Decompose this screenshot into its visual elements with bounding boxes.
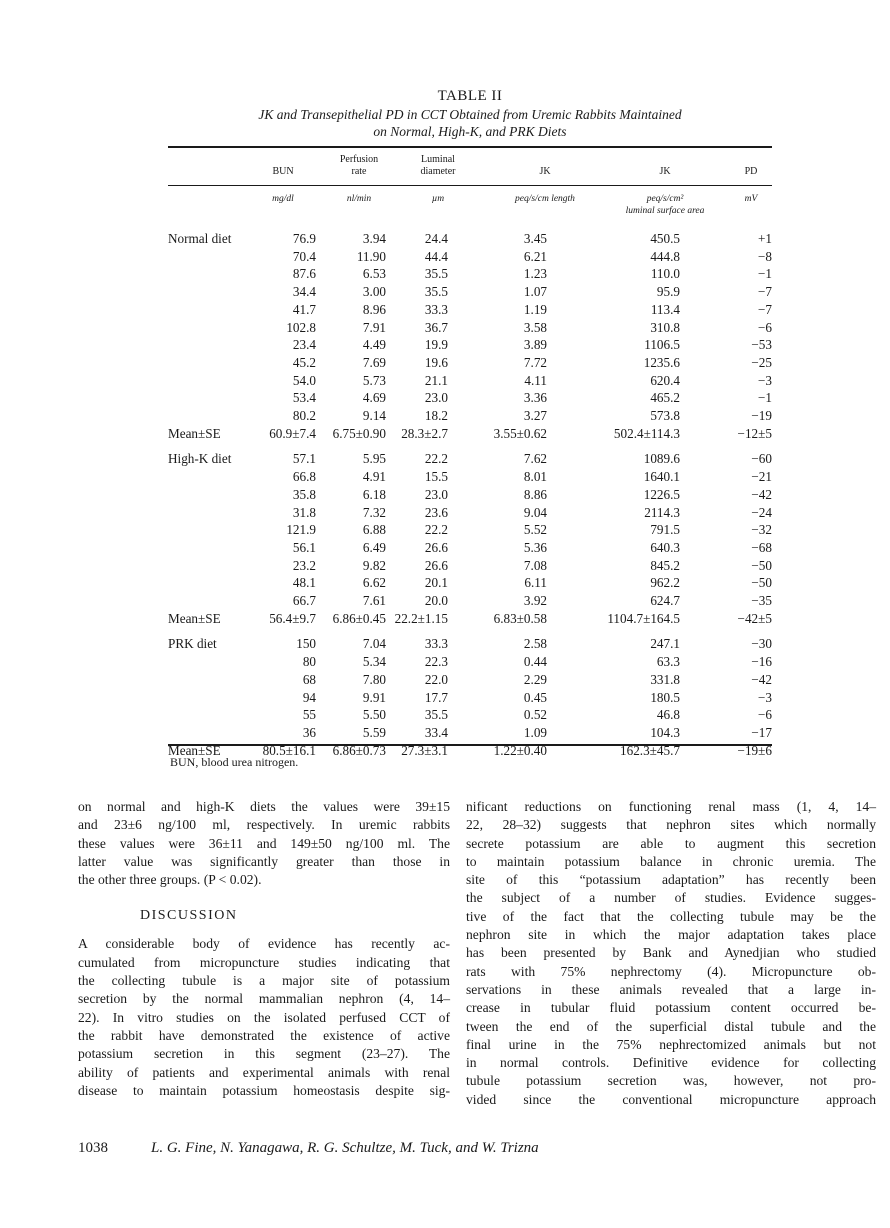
table-cell: 35.5 [424,707,448,723]
table-cell: 66.7 [292,593,316,609]
table-cell: 5.34 [362,654,386,670]
table-cell: 19.9 [424,337,448,353]
table-row [168,372,772,390]
table-cell: 7.08 [523,557,547,573]
table-cell: 95.9 [656,284,680,300]
table-cell: 33.3 [424,636,448,652]
table-cell: −7 [757,284,772,300]
table-title-line1: JK and Transepithelial PD in CCT Obtained from Uremic Rabbits Maintained [258,107,682,122]
table-row [168,407,772,425]
table-cell: 44.4 [424,248,448,264]
table-cell: 6.86±0.45 [332,610,386,626]
data-table [168,230,772,759]
table-cell: −35 [751,593,772,609]
table-cell: 31.8 [292,504,316,520]
table-cell: 27.3±3.1 [401,742,448,758]
col-header-jk-length: JK [539,166,551,177]
table-cell: −3 [757,689,772,705]
text-line: secrete potassium are able to augment this secretion [466,835,876,851]
table-cell: 6.86±0.73 [332,742,386,758]
row-label [168,557,250,575]
table-row [168,635,772,653]
table-cell: 22.2 [424,451,448,467]
row-label: Mean±SE [168,742,221,758]
table-cell: 4.91 [362,469,386,485]
table-cell: 4.49 [362,337,386,353]
table-cell: 6.53 [362,266,386,282]
table-cell: 7.91 [362,319,386,335]
table-cell: 8.86 [523,486,547,502]
table-cell: 1106.5 [644,337,680,353]
table-cell: 624.7 [650,593,680,609]
running-authors: L. G. Fine, N. Yanagawa, R. G. Schultze, M. Tuck, and W. Trizna [151,1140,539,1156]
table-cell: 2.29 [523,671,547,687]
table-cell: 23.0 [424,390,448,406]
row-label [168,671,250,689]
table-cell: 23.6 [424,504,448,520]
table-cell: 57.1 [292,451,316,467]
unit-jk-length: peq/s/cm length [515,194,575,204]
table-row [168,450,772,468]
table-cell: 35.5 [424,266,448,282]
table-cell: 5.73 [362,372,386,388]
table-cell: 9.91 [362,689,386,705]
row-label [168,301,250,319]
table-cell: 150 [296,636,316,652]
table-cell: 0.44 [523,654,547,670]
table-cell: −21 [751,469,772,485]
table-cell: 80.5±16.1 [262,742,316,758]
col-header-luminal-diameter: Luminal diameter [420,154,456,177]
table-cell: 3.27 [523,408,547,424]
table-cell: 60.9±7.4 [269,425,316,441]
table-cell: −42 [751,671,772,687]
table-cell: 22.2±1.15 [394,610,448,626]
table-cell: −25 [751,354,772,370]
table-cell: 35.5 [424,284,448,300]
table-cell: 9.14 [362,408,386,424]
table-cell: 23.0 [424,486,448,502]
table-cell: −1 [757,266,772,282]
table-cell: 80.2 [292,408,316,424]
table-cell: 1640.1 [643,469,680,485]
mean-row [168,425,772,443]
table-cell: 68 [302,671,316,687]
table-cell: 28.3±2.7 [401,425,448,441]
table-cell: 121.9 [286,522,316,538]
table-row [168,248,772,266]
text-line: on normal and high-K diets the values were 39±15 [78,799,450,814]
table-cell: 162.3±45.7 [620,742,680,758]
text-line: nephron site in which the major adaptation takes place [466,927,876,943]
col-header-pd: PD [744,166,758,177]
table-row [168,301,772,319]
table-cell: 22.2 [424,522,448,538]
text-line: crease in tubular fluid potassium content occurred be- [466,1000,876,1016]
table-cell: 23.2 [292,557,316,573]
table-cell: 24.4 [424,231,448,246]
row-label [168,372,250,390]
table-header-rule [168,185,772,186]
row-label [168,248,250,266]
unit-bun: mg/dl [272,194,294,204]
row-label [168,389,250,407]
table-top-rule [168,146,772,148]
table-cell: −60 [751,451,772,467]
table-cell: 6.11 [524,575,547,591]
text-line: A considerable body of evidence has recently ac- [78,936,450,952]
table-row [168,653,772,671]
table-cell: 94 [302,689,316,705]
table-row [168,265,772,283]
text-line: potassium secretion in this segment (23–27). The [78,1046,450,1062]
table-row [168,354,772,372]
table-cell: 26.6 [424,557,448,573]
table-cell: 63.3 [656,654,680,670]
table-cell: 3.89 [523,337,547,353]
table-cell: 22.0 [424,671,448,687]
table-cell: 1226.5 [643,486,680,502]
page-footer [78,1140,539,1157]
table-row [168,557,772,575]
table-cell: 7.72 [523,354,547,370]
table-cell: −19 [751,408,772,424]
table-row [168,521,772,539]
table-cell: 444.8 [650,248,680,264]
section-heading-discussion: DISCUSSION [140,908,238,924]
table-cell: 7.80 [362,671,386,687]
table-cell: 1.22±0.40 [493,742,547,758]
table-cell: 310.8 [650,319,680,335]
table-cell: 1104.7±164.5 [607,610,680,626]
table-cell: −53 [751,337,772,353]
table-cell: 1089.6 [643,451,680,467]
table-cell: 1.19 [523,301,547,317]
text-line: in normal controls. Definitive evidence for collecting [466,1055,876,1071]
table-cell: 3.36 [523,390,547,406]
table-cell: 180.5 [650,689,680,705]
table-cell: 7.04 [362,636,386,652]
row-label [168,706,250,724]
mean-row [168,610,772,628]
table-row [168,486,772,504]
table-cell: 33.3 [424,301,448,317]
table-cell: 640.3 [650,539,680,555]
table-cell: 573.8 [650,408,680,424]
table-cell: 45.2 [292,354,316,370]
row-label [168,574,250,592]
text-line: the collecting tubule is a major site of potassium [78,973,450,989]
table-cell: −12±5 [737,425,772,441]
table-cell: 5.50 [362,707,386,723]
table-cell: 1.09 [523,724,547,740]
row-label: Normal diet [168,231,232,246]
text-line: final urine in the 75% nephrectomized animals but not [466,1036,876,1052]
table-cell: 2114.3 [644,504,680,520]
table-cell: 113.4 [650,301,680,317]
table-cell: 7.32 [362,504,386,520]
row-label: Mean±SE [168,425,221,441]
table-cell: −6 [757,707,772,723]
text-line: tween the end of the superficial distal tubule and the [466,1018,876,1034]
table-title-line2: on Normal, High-K, and PRK Diets [373,124,567,139]
table-row [168,468,772,486]
table-cell: 87.6 [292,266,316,282]
text-line: and 23±6 ng/100 ml, respectively. In uremic rabbits [78,817,450,833]
table-cell: 9.04 [523,504,547,520]
table-cell: 33.4 [424,724,448,740]
row-label [168,724,250,742]
table-cell: 962.2 [650,575,680,591]
row-label [168,468,250,486]
table-cell: 110.0 [650,266,680,282]
row-label [168,354,250,372]
row-label [168,336,250,354]
table-cell: −3 [757,372,772,388]
text-line: site of this “potassium adaptation” has recently been [466,872,876,888]
unit-jk-area: peq/s/cm² luminal surface area [625,194,705,216]
text-line: tubule potassium secretion was, however, not pro- [466,1073,876,1089]
page-number: 1038 [78,1140,108,1156]
group-spacer [168,627,772,635]
row-label [168,592,250,610]
table-cell: 3.92 [523,593,547,609]
table-cell: 19.6 [424,354,448,370]
text-line: disease to maintain potassium homeostasis despite sig- [78,1082,450,1098]
row-label [168,486,250,504]
table-cell: 36 [302,724,316,740]
table-cell: 22.3 [424,654,448,670]
text-line: ability of patients and experimental animals with renal [78,1064,450,1080]
table-cell: 3.94 [362,231,386,246]
text-line: 22). In vitro studies on the isolated perfused CCT of [78,1009,450,1025]
table-cell: 35.8 [292,486,316,502]
text-line: the rabbit have demonstrated the existence of active [78,1027,450,1043]
table-row [168,504,772,522]
row-label: PRK diet [168,636,217,652]
text-line: the other three groups. (P < 0.02). [78,872,262,888]
table-cell: 48.1 [292,575,316,591]
table-cell: 6.49 [362,539,386,555]
table-cell: 26.6 [424,539,448,555]
text-line: rats with 75% nephrectomy (4). Micropuncture ob- [466,963,876,979]
table-cell: 1235.6 [643,354,680,370]
table-cell: 3.58 [523,319,547,335]
text-line: tive of the fact that the collecting tubule may be the [466,908,876,924]
table-cell: 6.88 [362,522,386,538]
text-line: these values were 36±11 and 149±50 ng/100 ml. The [78,835,450,851]
table-cell: −30 [751,636,772,652]
col-header-perfusion-rate: Perfusion rate [339,154,379,177]
text-line: the subject of a number of studies. Evidence sugges- [466,890,876,906]
table-cell: −8 [757,248,772,264]
table-row [168,706,772,724]
table-cell: 1.23 [523,266,547,282]
table-row [168,539,772,557]
col-header-jk-area: JK [659,166,671,177]
table-cell: 20.0 [424,593,448,609]
table-cell: 3.55±0.62 [493,425,547,441]
table-cell: 102.8 [286,319,316,335]
table-cell: −17 [751,724,772,740]
table-row [168,283,772,301]
table-cell: 8.96 [362,301,386,317]
table-cell: 80 [302,654,316,670]
row-label [168,653,250,671]
table-cell: 3.45 [523,231,547,246]
table-cell: 3.00 [362,284,386,300]
unit-luminal-diameter: µm [431,194,445,204]
group-spacer [168,442,772,450]
table-cell: 11.90 [356,248,386,264]
table-cell: 6.18 [362,486,386,502]
table-cell: 53.4 [292,390,316,406]
table-cell: 845.2 [650,557,680,573]
table-cell: 5.95 [362,451,386,467]
table-cell: −7 [757,301,772,317]
table-cell: −68 [751,539,772,555]
table-cell: 331.8 [650,671,680,687]
table-cell: −6 [757,319,772,335]
row-label [168,521,250,539]
text-line: latter value was significantly greater than those in [78,853,450,869]
table-cell: 2.58 [523,636,547,652]
table-cell: 5.52 [523,522,547,538]
table-cell: 20.1 [424,575,448,591]
table-row [168,689,772,707]
table-cell: 36.7 [424,319,448,335]
table-cell: 0.52 [523,707,547,723]
text-line: servations in these animals revealed that a large in- [466,981,876,997]
table-cell: 6.75±0.90 [332,425,386,441]
text-line: 22, 28–32) suggests that nephron sites which normally [466,817,876,833]
table-row [168,724,772,742]
table-cell: −16 [751,654,772,670]
table-cell: 4.11 [524,372,547,388]
table-cell: −32 [751,522,772,538]
table-row [168,574,772,592]
table-footnote: BUN, blood urea nitrogen. [170,755,299,769]
table-row [168,336,772,354]
text-line: cumulated from micropuncture studies indicating that [78,954,450,970]
table-cell: 55 [302,707,316,723]
table-cell: 465.2 [650,390,680,406]
table-label: TABLE II [437,88,503,104]
row-label [168,539,250,557]
row-label [168,265,250,283]
table-cell: 450.5 [650,231,680,246]
table-cell: −42 [751,486,772,502]
row-label [168,504,250,522]
col-header-bun: BUN [272,166,294,177]
text-line: has been presented by Bank and Aynedjian who studied [466,945,876,961]
table-cell: 4.69 [362,390,386,406]
table-cell: +1 [757,231,772,246]
text-line: vided since the conventional micropuncture approach [466,1091,876,1107]
table-cell: 15.5 [424,469,448,485]
table-cell: 104.3 [650,724,680,740]
table-cell: 7.61 [362,593,386,609]
table-row [168,671,772,689]
table-cell: 8.01 [523,469,547,485]
table-cell: 5.36 [523,539,547,555]
table-cell: −50 [751,557,772,573]
table-cell: 6.21 [523,248,547,264]
row-label [168,319,250,337]
table-cell: 34.4 [292,284,316,300]
table-cell: 21.1 [424,372,448,388]
text-line: nificant reductions on functioning renal mass (1, 4, 14– [466,799,876,814]
table-cell: −50 [751,575,772,591]
table-cell: 70.4 [292,248,316,264]
table-cell: 1.07 [523,284,547,300]
table-row [168,389,772,407]
row-label [168,283,250,301]
body-right-column [466,798,876,1109]
table-cell: 76.9 [292,231,316,246]
table-row [168,230,772,248]
table-cell: 23.4 [292,337,316,353]
table-cell: 5.59 [362,724,386,740]
table-cell: −1 [757,390,772,406]
table-cell: 9.82 [362,557,386,573]
table-cell: 41.7 [292,301,316,317]
row-label [168,689,250,707]
table-cell: 66.8 [292,469,316,485]
table-row [168,319,772,337]
table-cell: 6.62 [362,575,386,591]
table-cell: 247.1 [650,636,680,652]
unit-perfusion-rate: nl/min [346,194,372,204]
table-cell: 56.1 [292,539,316,555]
table-cell: 7.62 [523,451,547,467]
body-left-column [78,798,450,1100]
row-label: High-K diet [168,451,232,467]
text-line: secretion by the normal mammalian nephron (4, 14– [78,991,450,1007]
table-cell: 6.83±0.58 [493,610,547,626]
table-cell: 18.2 [424,408,448,424]
table-cell: 56.4±9.7 [269,610,316,626]
table-cell: 46.8 [656,707,680,723]
row-label: Mean±SE [168,610,221,626]
text-line: to maintain potassium balance in chronic uremia. The [466,853,876,869]
table-row [168,592,772,610]
table-cell: 7.69 [362,354,386,370]
row-label [168,407,250,425]
unit-pd: mV [744,194,758,204]
table-cell: −24 [751,504,772,520]
table-cell: 17.7 [424,689,448,705]
table-cell: −19±6 [737,742,772,758]
table-cell: 620.4 [650,372,680,388]
table-cell: 791.5 [650,522,680,538]
table-cell: 54.0 [292,372,316,388]
table-cell: 0.45 [523,689,547,705]
table-cell: 502.4±114.3 [613,425,680,441]
table-cell: −42±5 [737,610,772,626]
